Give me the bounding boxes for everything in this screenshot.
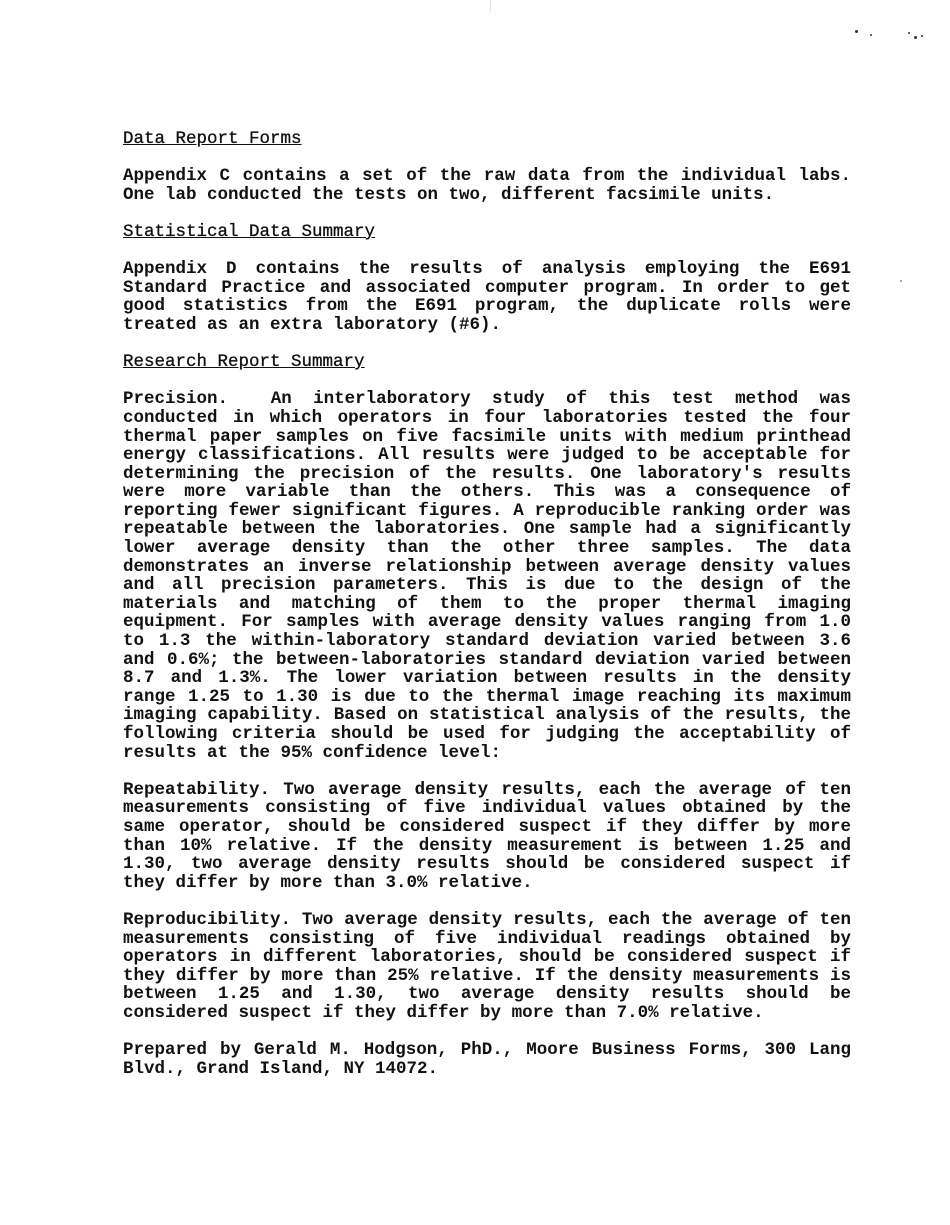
research-summary-heading: Research Report Summary: [123, 352, 365, 373]
scan-speck: [908, 32, 910, 34]
reproducibility-paragraph: Reproducibility. Two average density results, each the average of ten measurements consisting of five individual readings obtained by operators in different laboratories, should be considered suspect if they differ by more than 25% relative. If the density measurements is between 1.25 and 1.30, two average density results should be considered suspect if they differ by more than 7.0% relative.: [123, 909, 851, 1023]
scan-speck: [870, 34, 872, 36]
precision-paragraph: Precision. An interlaboratory study of this test method was conducted in which operators in four laboratories tested the four thermal paper samples on five facsimile units with medium printhead energy classifications. All results were judged to be acceptable for determining the precision of the results. One laboratory's results were more variable than the others. This was a consequence of reporting fewer significant figures. A reproducible ranking order was repeatable between the laboratories. One sample had a significantly lower average density than the other three samples. The data demonstrates an inverse relationship between average density values and all precision parameters. This is due to the design of the materials and matching of them to the proper thermal imaging equipment. For samples with average density values ranging from 1.0 to 1.3 the within-laboratory standard deviation varied between 3.6 and 0.6%; the between-laboratories standard deviation varied between 8.7 and 1.3%. The lower variation between results in the density range 1.25 to 1.30 is due to the thermal image reaching its maximum imaging capability. Based on statistical analysis of the results, the following criteria should be used for judging the acceptability of results at the 95% confidence level:: [123, 389, 862, 763]
scan-speck: [900, 280, 902, 282]
prepared-by-paragraph: Prepared by Gerald M. Hodgson, PhD., Moore Business Forms, 300 Lang Blvd., Grand Island, NY 14072.: [123, 1040, 851, 1079]
scan-speck: [855, 30, 858, 33]
statistical-summary-body: Appendix D contains the results of analysis employing the E691 Standard Practice and associated computer program. In order to get good statistics from the E691 program, the duplicate rolls were treated as an extra laboratory (#6).: [123, 259, 851, 335]
scan-speck: [921, 35, 923, 37]
statistical-summary-heading: Statistical Data Summary: [123, 221, 376, 242]
repeatability-paragraph: Repeatability. Two average density results, each the average of ten measurements consisting of five individual values obtained by the same operator, should be considered suspect if they differ by more than 10% relative. If the density measurement is between 1.25 and 1.30, two average density results should be considered suspect if they differ by more than 3.0% relative.: [123, 779, 851, 893]
data-report-body: Appendix C contains a set of the raw data from the individual labs. One lab conducted the tests on two, different facsimile units.: [123, 166, 851, 205]
scan-artifact-line: [490, 0, 491, 12]
scan-speck: [914, 36, 917, 39]
document-page: [123, 129, 862, 1079]
data-report-heading: Data Report Forms: [123, 129, 302, 149]
